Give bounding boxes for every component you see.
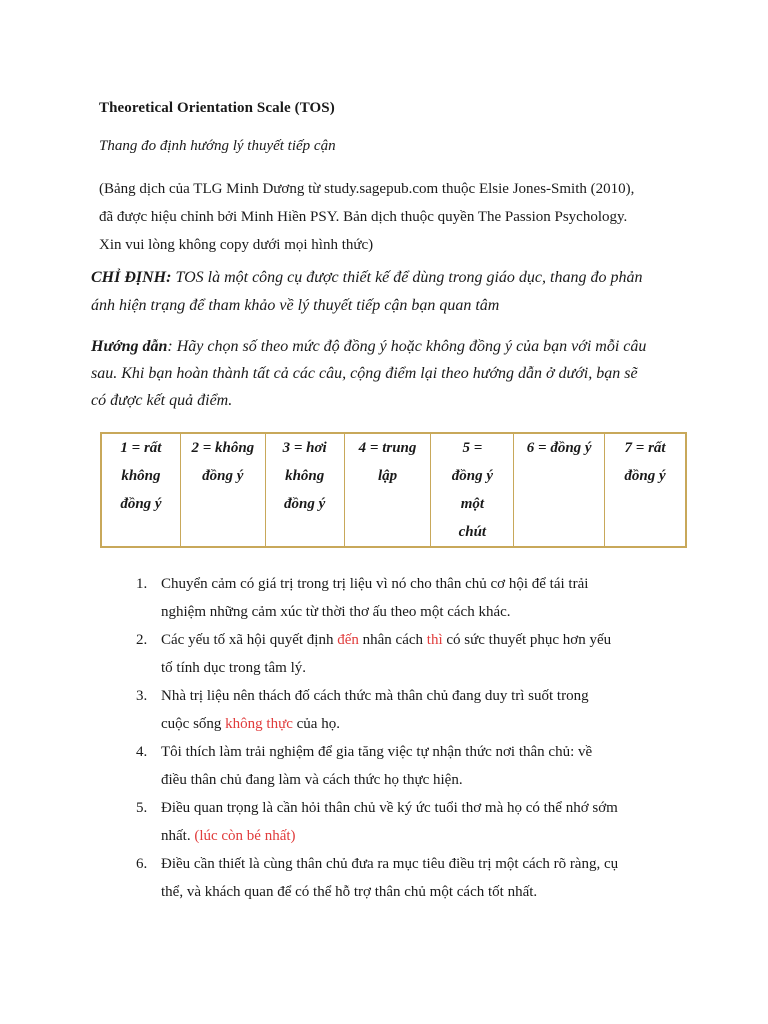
scale-cell-text: 7 = rất [624, 440, 666, 456]
credit-note [99, 175, 699, 259]
item-text-segment: có sức thuyết phục hơn yếu [442, 632, 612, 648]
rating-scale-row [101, 433, 686, 547]
item-text-line-2: tố tính dục trong tâm lý. [161, 660, 306, 676]
item-number: 3. [136, 688, 148, 704]
item-number: 6. [136, 856, 148, 872]
page-title: Theoretical Orientation Scale (TOS) [99, 100, 335, 116]
scale-cell-text: 6 = đồng ý [526, 440, 592, 456]
item-text-line-1 [161, 626, 696, 654]
scale-cell-4 [344, 433, 431, 547]
scale-cell-text: đồng ý [120, 496, 162, 512]
indication-line-1 [91, 264, 691, 292]
guide-line-2: sau. Khi bạn hoàn thành tất cả các câu, cộng điểm lại theo hướng dẫn ở dưới, bạn sẽ [91, 365, 638, 382]
item-text-segment: của họ. [292, 716, 340, 732]
guide-line-3: có được kết quả điểm. [91, 392, 233, 409]
item-text-segment: nhất. [161, 828, 195, 844]
guide-line-1 [91, 333, 691, 360]
item-text-line-1: Tôi thích làm trải nghiệm để gia tăng việc tự nhận thức nơi thân chủ: về [161, 744, 593, 760]
scale-cell-text: đồng ý [202, 468, 244, 484]
guide-paragraph [91, 333, 691, 414]
credit-line-3: Xin vui lòng không copy dưới mọi hình thức) [99, 237, 374, 253]
item-text-line-2 [161, 710, 696, 738]
guide-text-1: : Hãy chọn số theo mức độ đồng ý hoặc không đồng ý của bạn với mỗi câu [167, 338, 647, 355]
scale-cell-text: lập [377, 468, 398, 484]
scale-cell-text: chút [458, 524, 487, 540]
list-item [136, 626, 696, 682]
scale-cell-1 [101, 433, 180, 547]
item-text-segment: Các yếu tố xã hội quyết định [161, 632, 338, 648]
highlight-text: đến [337, 632, 359, 648]
item-text-segment: cuộc sống [161, 716, 226, 732]
scale-cell-3 [265, 433, 344, 547]
list-item [136, 682, 696, 738]
highlight-text: (lúc còn bé nhất) [194, 828, 296, 844]
highlight-text: thì [426, 632, 443, 648]
scale-cell-text: 5 = [462, 440, 483, 456]
list-item [136, 570, 696, 626]
guide-label: Hướng dẫn [91, 338, 168, 355]
scale-cell-6 [514, 433, 605, 547]
item-text-line-2: nghiệm những cảm xúc từ thời thơ ấu theo một cách khác. [161, 604, 511, 620]
item-text-segment: nhân cách [358, 632, 427, 648]
highlight-text: không thực [225, 716, 293, 732]
indication-label: CHỈ ĐỊNH: [91, 269, 172, 286]
scale-cell-text: 4 = trung [358, 440, 417, 456]
item-text-line-2: thể, và khách quan để có thể hỗ trợ thân chủ một cách tốt nhất. [161, 884, 538, 900]
item-number: 4. [136, 744, 148, 760]
indication-paragraph [91, 264, 691, 320]
item-text-line-1: Chuyển cảm có giá trị trong trị liệu vì nó cho thân chủ cơ hội để tái trải [161, 576, 589, 592]
item-text-line-1: Điều quan trọng là cần hỏi thân chủ về ký ức tuổi thơ mà họ có thể nhớ sớm [161, 800, 618, 816]
scale-cell-text: 3 = hơi [282, 440, 327, 456]
scale-cell-text: 2 = không [191, 440, 255, 456]
page-subtitle: Thang đo định hướng lý thuyết tiếp cận [99, 138, 336, 154]
scale-cell-text: một [460, 496, 485, 512]
credit-line-1: (Bảng dịch của TLG Minh Dương từ study.sagepub.com thuộc Elsie Jones-Smith (2010), [99, 181, 635, 197]
scale-cell-text: không [285, 468, 325, 484]
scale-cell-2 [180, 433, 265, 547]
scale-cell-5 [431, 433, 514, 547]
item-number: 5. [136, 800, 148, 816]
rating-scale-table [100, 432, 687, 548]
credit-line-2: đã được hiệu chỉnh bởi Minh Hiền PSY. Bản dịch thuộc quyền The Passion Psychology. [99, 209, 628, 225]
list-item [136, 738, 696, 794]
indication-text-1: TOS là một công cụ được thiết kế để dùng trong giáo dục, thang đo phản [171, 269, 643, 286]
scale-cell-text: đồng ý [451, 468, 493, 484]
item-number: 1. [136, 576, 148, 592]
list-item [136, 850, 696, 906]
item-text-line-2: điều thân chủ đang làm và cách thức họ thực hiện. [161, 772, 463, 788]
list-item [136, 794, 696, 850]
indication-line-2: ánh hiện trạng để tham khảo về lý thuyết tiếp cận bạn quan tâm [91, 297, 500, 314]
scale-cell-7 [605, 433, 686, 547]
scale-cell-text: đồng ý [624, 468, 666, 484]
scale-cell-text: không [121, 468, 161, 484]
scale-cell-text: 1 = rất [120, 440, 162, 456]
item-text-line-2 [161, 822, 696, 850]
item-number: 2. [136, 632, 148, 648]
scale-cell-text: đồng ý [284, 496, 326, 512]
statement-list [136, 570, 696, 906]
item-text-line-1: Nhà trị liệu nên thách đố cách thức mà thân chủ đang duy trì suốt trong [161, 688, 589, 704]
item-text-line-1: Điều cần thiết là cùng thân chủ đưa ra mục tiêu điều trị một cách rõ ràng, cụ [161, 856, 619, 872]
